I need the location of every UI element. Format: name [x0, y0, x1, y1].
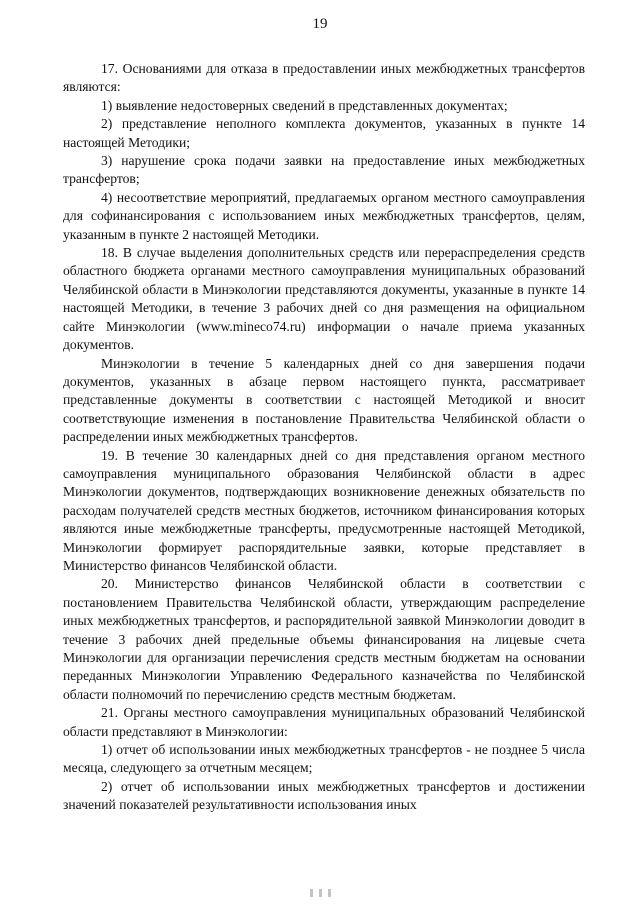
paragraph-17-item-4: 4) несоответствие мероприятий, предлагаемых органом местного самоуправления для софинансирования с использованием иных межбюджетных трансфертов, целям, указанным в пункте 2 настоящей Методики.: [63, 189, 585, 242]
paragraph-17-item-1: 1) выявление недостоверных сведений в представленных документах;: [101, 97, 508, 113]
paragraph-18-continuation: Минэкологии в течение 5 календарных дней со дня завершения подачи документов, указанных в абзаце первом настоящего пункта, рассматривает представленные документы в соответствии с настоящей Методикой и вносит соответствующие изменения в постановление Правительства Челябинской области о распределении иных межбюджетных трансфертов.: [63, 355, 585, 445]
paragraph-21-item-1: 1) отчет об использовании иных межбюджетных трансфертов - не позднее 5 числа месяца, следующего за отчетным месяцем;: [63, 742, 585, 776]
paragraph-17: 17. Основаниями для отказа в предоставлении иных межбюджетных трансфертов являются:: [63, 61, 585, 95]
scan-edge-marks: [0, 889, 640, 901]
paragraph-19: 19. В течение 30 календарных дней со дня представления органом местного самоуправления муниципального образования Челябинской области в адрес Минэкологии документов, подтверждающих возникновение денежных обязательств по расходам получателей средств местных бюджетов, источником финансирования которых являются иные межбюджетные трансферты, предусмотренные настоящей Методикой, Минэкологии формирует распорядительные заявки, которые представляет в Министерство финансов Челябинской области.: [63, 447, 585, 573]
paragraph-21: 21. Органы местного самоуправления муниципальных образований Челябинской области представляют в Минэкологии:: [63, 705, 585, 739]
paragraph-21-item-2: 2) отчет об использовании иных межбюджетных трансфертов и достижении значений показателей результативности использования иных: [63, 778, 585, 813]
document-body: [63, 60, 585, 815]
scan-mark: [319, 889, 322, 897]
page-number: 19: [312, 16, 328, 32]
paragraph-18: 18. В случае выделения дополнительных средств или перераспределения средств областного бюджета органами местного самоуправления муниципальных образований Челябинской области в Минэкологии представляются документы, указанные в пункте 14 настоящей Методики, в течение 3 рабочих дней со дня размещения на официальном сайте Минэкологии (www.mineco74.ru) информации о начале приема указанных документов.: [63, 245, 585, 353]
paragraph-20: 20. Министерство финансов Челябинской области в соответствии с постановлением Правительства Челябинской области, утверждающим распределение иных межбюджетных трансфертов, и распорядительной заявкой Минэкологии доводит в течение 3 рабочих дней предельные объемы финансирования на лицевые счета Минэкологии для организации перечисления средств местным бюджетам на основании переданных Минэкологии Управлению Федерального казначейства по Челябинской области полномочий по перечислению средств местным бюджетам.: [63, 576, 585, 702]
paragraph-17-item-2: 2) представление неполного комплекта документов, указанных в пункте 14 настоящей Методики;: [63, 116, 585, 150]
scan-mark: [328, 889, 331, 897]
paragraph-17-item-3: 3) нарушение срока подачи заявки на предоставление иных межбюджетных трансфертов;: [63, 153, 585, 187]
scan-mark: [310, 889, 313, 897]
